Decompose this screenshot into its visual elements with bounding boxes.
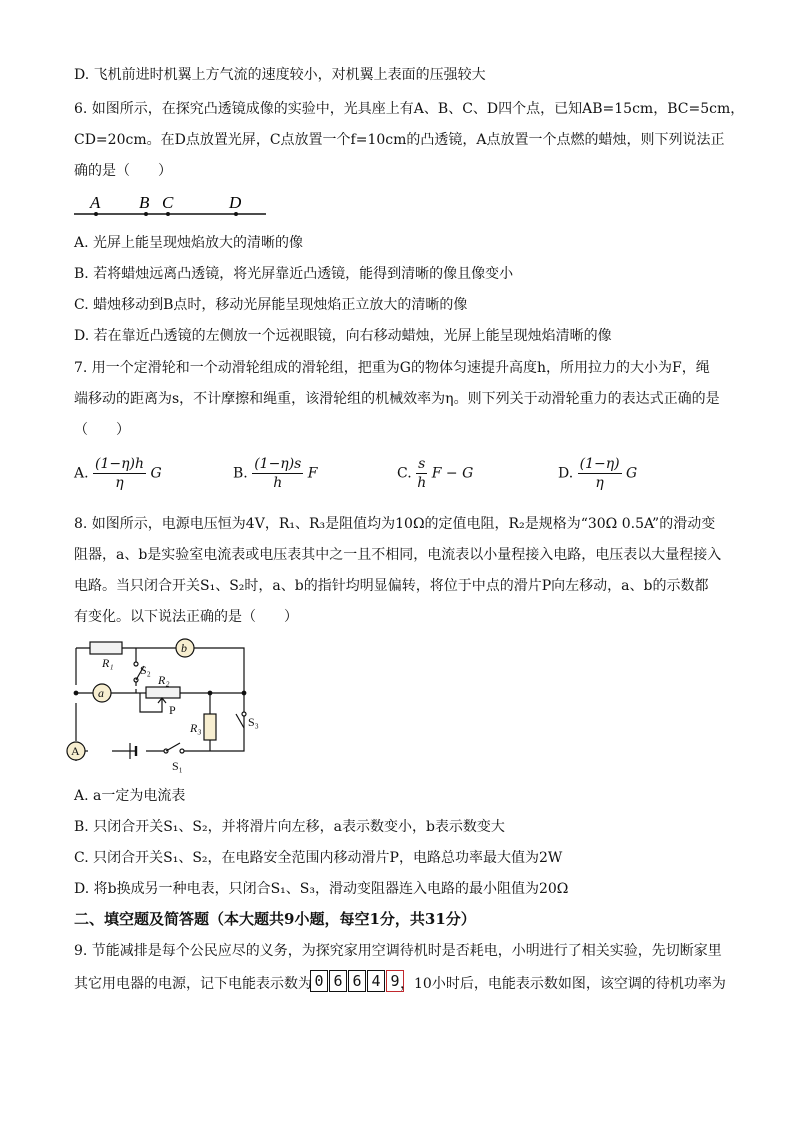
q7-option-b	[233, 455, 318, 492]
switch-s1-contact-right	[180, 749, 184, 753]
q7-option-b-numerator: (1−η)s	[254, 456, 302, 472]
label-r2: R₂	[158, 673, 170, 687]
junction-left	[74, 691, 78, 695]
q7-option-c-tail: F − G	[431, 465, 474, 482]
junction-right	[242, 691, 246, 695]
point-a-dot	[94, 212, 98, 216]
meter-digit: 6	[329, 970, 347, 992]
point-b-dot	[144, 212, 148, 216]
q7-stem-line3: （ ）	[74, 422, 130, 438]
switch-s1-blade	[166, 743, 180, 751]
q7-option-c-fraction	[416, 455, 427, 492]
q8-option-d: D. 将b换成另一种电表，只闭合S₁、S₃，滑动变阻器连入电路的最小阻值为20Ω	[74, 881, 569, 897]
q9-stem-line2b: ，10小时后，电能表示数如图，该空调的待机功率为	[400, 976, 726, 992]
q7-option-a-fraction	[93, 455, 146, 492]
q7-option-d	[558, 455, 637, 492]
q7-option-c-label: C.	[397, 465, 412, 482]
q7-option-b-denominator: h	[273, 475, 283, 491]
q7-stem-line1: 7. 用一个定滑轮和一个动滑轮组成的滑轮组，把重为G的物体匀速提升高度h，所用拉力的大小为F，绳	[74, 360, 710, 376]
energy-meter-reading	[310, 970, 405, 992]
q7-option-b-label: B.	[233, 465, 248, 482]
label-r3: R₃	[190, 721, 202, 735]
meter-digit-decimal: 9	[386, 970, 404, 992]
q7-option-a-label: A.	[74, 465, 89, 482]
q7-option-b-fraction	[252, 455, 303, 492]
q9-stem-line2a: 其它用电器的电源，记下电能表示数为	[74, 976, 312, 992]
label-p: P	[169, 703, 176, 717]
point-c-dot	[166, 212, 170, 216]
q8-option-a: A. a一定为电流表	[74, 788, 186, 804]
q7-option-b-tail: F	[307, 465, 318, 482]
label-s1: S₁	[172, 759, 183, 773]
q8-option-b: B. 只闭合开关S₁、S₂，并将滑片向左移，a表示数变小，b表示数变大	[74, 819, 505, 835]
resistor-r3	[204, 714, 216, 740]
q7-option-a-numerator: (1−η)h	[95, 456, 144, 472]
q6-stem-line3: 确的是（ ）	[74, 163, 172, 179]
q7-option-c	[397, 455, 473, 492]
q7-option-d-fraction	[578, 455, 622, 492]
point-c-label: C	[162, 193, 174, 212]
label-b: b	[181, 641, 187, 655]
q6-option-b: B. 若将蜡烛远离凸透镜，将光屏靠近凸透镜，能得到清晰的像且像变小	[74, 266, 514, 282]
optical-bench-figure	[70, 190, 270, 224]
q7-option-d-denominator: η	[595, 475, 604, 491]
label-r1: R₁	[102, 656, 114, 670]
point-d-label: D	[229, 193, 242, 212]
q8-stem-line1: 8. 如图所示，电源电压恒为4V，R₁、R₃是阻值均为10Ω的定值电阻，R₂是规格为“30Ω 0.5A”的滑动变	[74, 516, 716, 532]
resistor-r2	[146, 687, 180, 698]
label-a: a	[98, 686, 104, 700]
meter-digit: 0	[310, 970, 328, 992]
q7-option-a	[74, 455, 162, 492]
switch-s3-contact	[242, 712, 246, 716]
point-a-label: A	[90, 193, 101, 212]
label-s2: S₂	[140, 663, 151, 677]
q6-stem-line2: CD=20cm。在D点放置光屏，C点放置一个f=10cm的凸透镜，A点放置一个点燃的蜡烛，则下列说法正	[74, 132, 725, 148]
section-2-title: 二、填空题及简答题（本大题共9小题，每空1分，共31分）	[74, 910, 476, 928]
q6-option-d: D. 若在靠近凸透镜的左侧放一个远视眼镜，向右移动蜡烛，光屏上能呈现烛焰清晰的像	[74, 328, 612, 344]
q8-stem-line3: 电路。当只闭合开关S₁、S₂时，a、b的指针均明显偏转，将位于中点的滑片P向左移动，a、b的示数都	[74, 578, 709, 594]
q6-option-a: A. 光屏上能呈现烛焰放大的清晰的像	[74, 235, 304, 251]
q7-stem-line2: 端移动的距离为s，不计摩擦和绳重，该滑轮组的机械效率为η。则下列关于动滑轮重力的表达式正确的是	[74, 391, 720, 407]
label-ammeter: A	[71, 744, 80, 758]
q6-option-c: C. 蜡烛移动到B点时，移动光屏能呈现烛焰正立放大的清晰的像	[74, 297, 468, 313]
q7-option-a-denominator: η	[115, 475, 124, 491]
meter-digit: 6	[348, 970, 366, 992]
point-b-label: B	[139, 193, 150, 212]
switch-s2-contact-top	[134, 662, 138, 666]
resistor-r1	[90, 642, 122, 654]
q5-option-d: D. 飞机前进时机翼上方气流的速度较小，对机翼上表面的压强较大	[74, 67, 486, 83]
q8-option-c: C. 只闭合开关S₁、S₂，在电路安全范围内移动滑片P，电路总功率最大值为2W	[74, 850, 563, 866]
q7-option-c-denominator: h	[417, 475, 427, 491]
q7-option-a-tail: G	[150, 465, 162, 482]
q7-option-c-numerator: s	[418, 456, 426, 472]
q6-stem-line1: 6. 如图所示，在探究凸透镜成像的实验中，光具座上有A、B、C、D四个点，已知AB=15cm，BC=5cm，	[74, 101, 745, 117]
q9-stem-line1: 9. 节能减排是每个公民应尽的义务，为探究家用空调待机时是否耗电，小明进行了相关实验，先切断家里	[74, 943, 722, 959]
q8-stem-line4: 有变化。以下说法正确的是（ ）	[74, 609, 298, 625]
meter-digit: 4	[367, 970, 385, 992]
point-d-dot	[234, 212, 238, 216]
label-s3: S₃	[248, 715, 259, 729]
circuit-diagram	[66, 634, 266, 779]
q7-option-d-numerator: (1−η)	[579, 456, 620, 472]
q7-option-d-label: D.	[558, 465, 574, 482]
q8-stem-line2: 阻器，a、b是实验室电流表或电压表其中之一且不相同，电流表以小量程接入电路，电压表以大量程接入	[74, 547, 722, 563]
q7-option-d-tail: G	[626, 465, 638, 482]
